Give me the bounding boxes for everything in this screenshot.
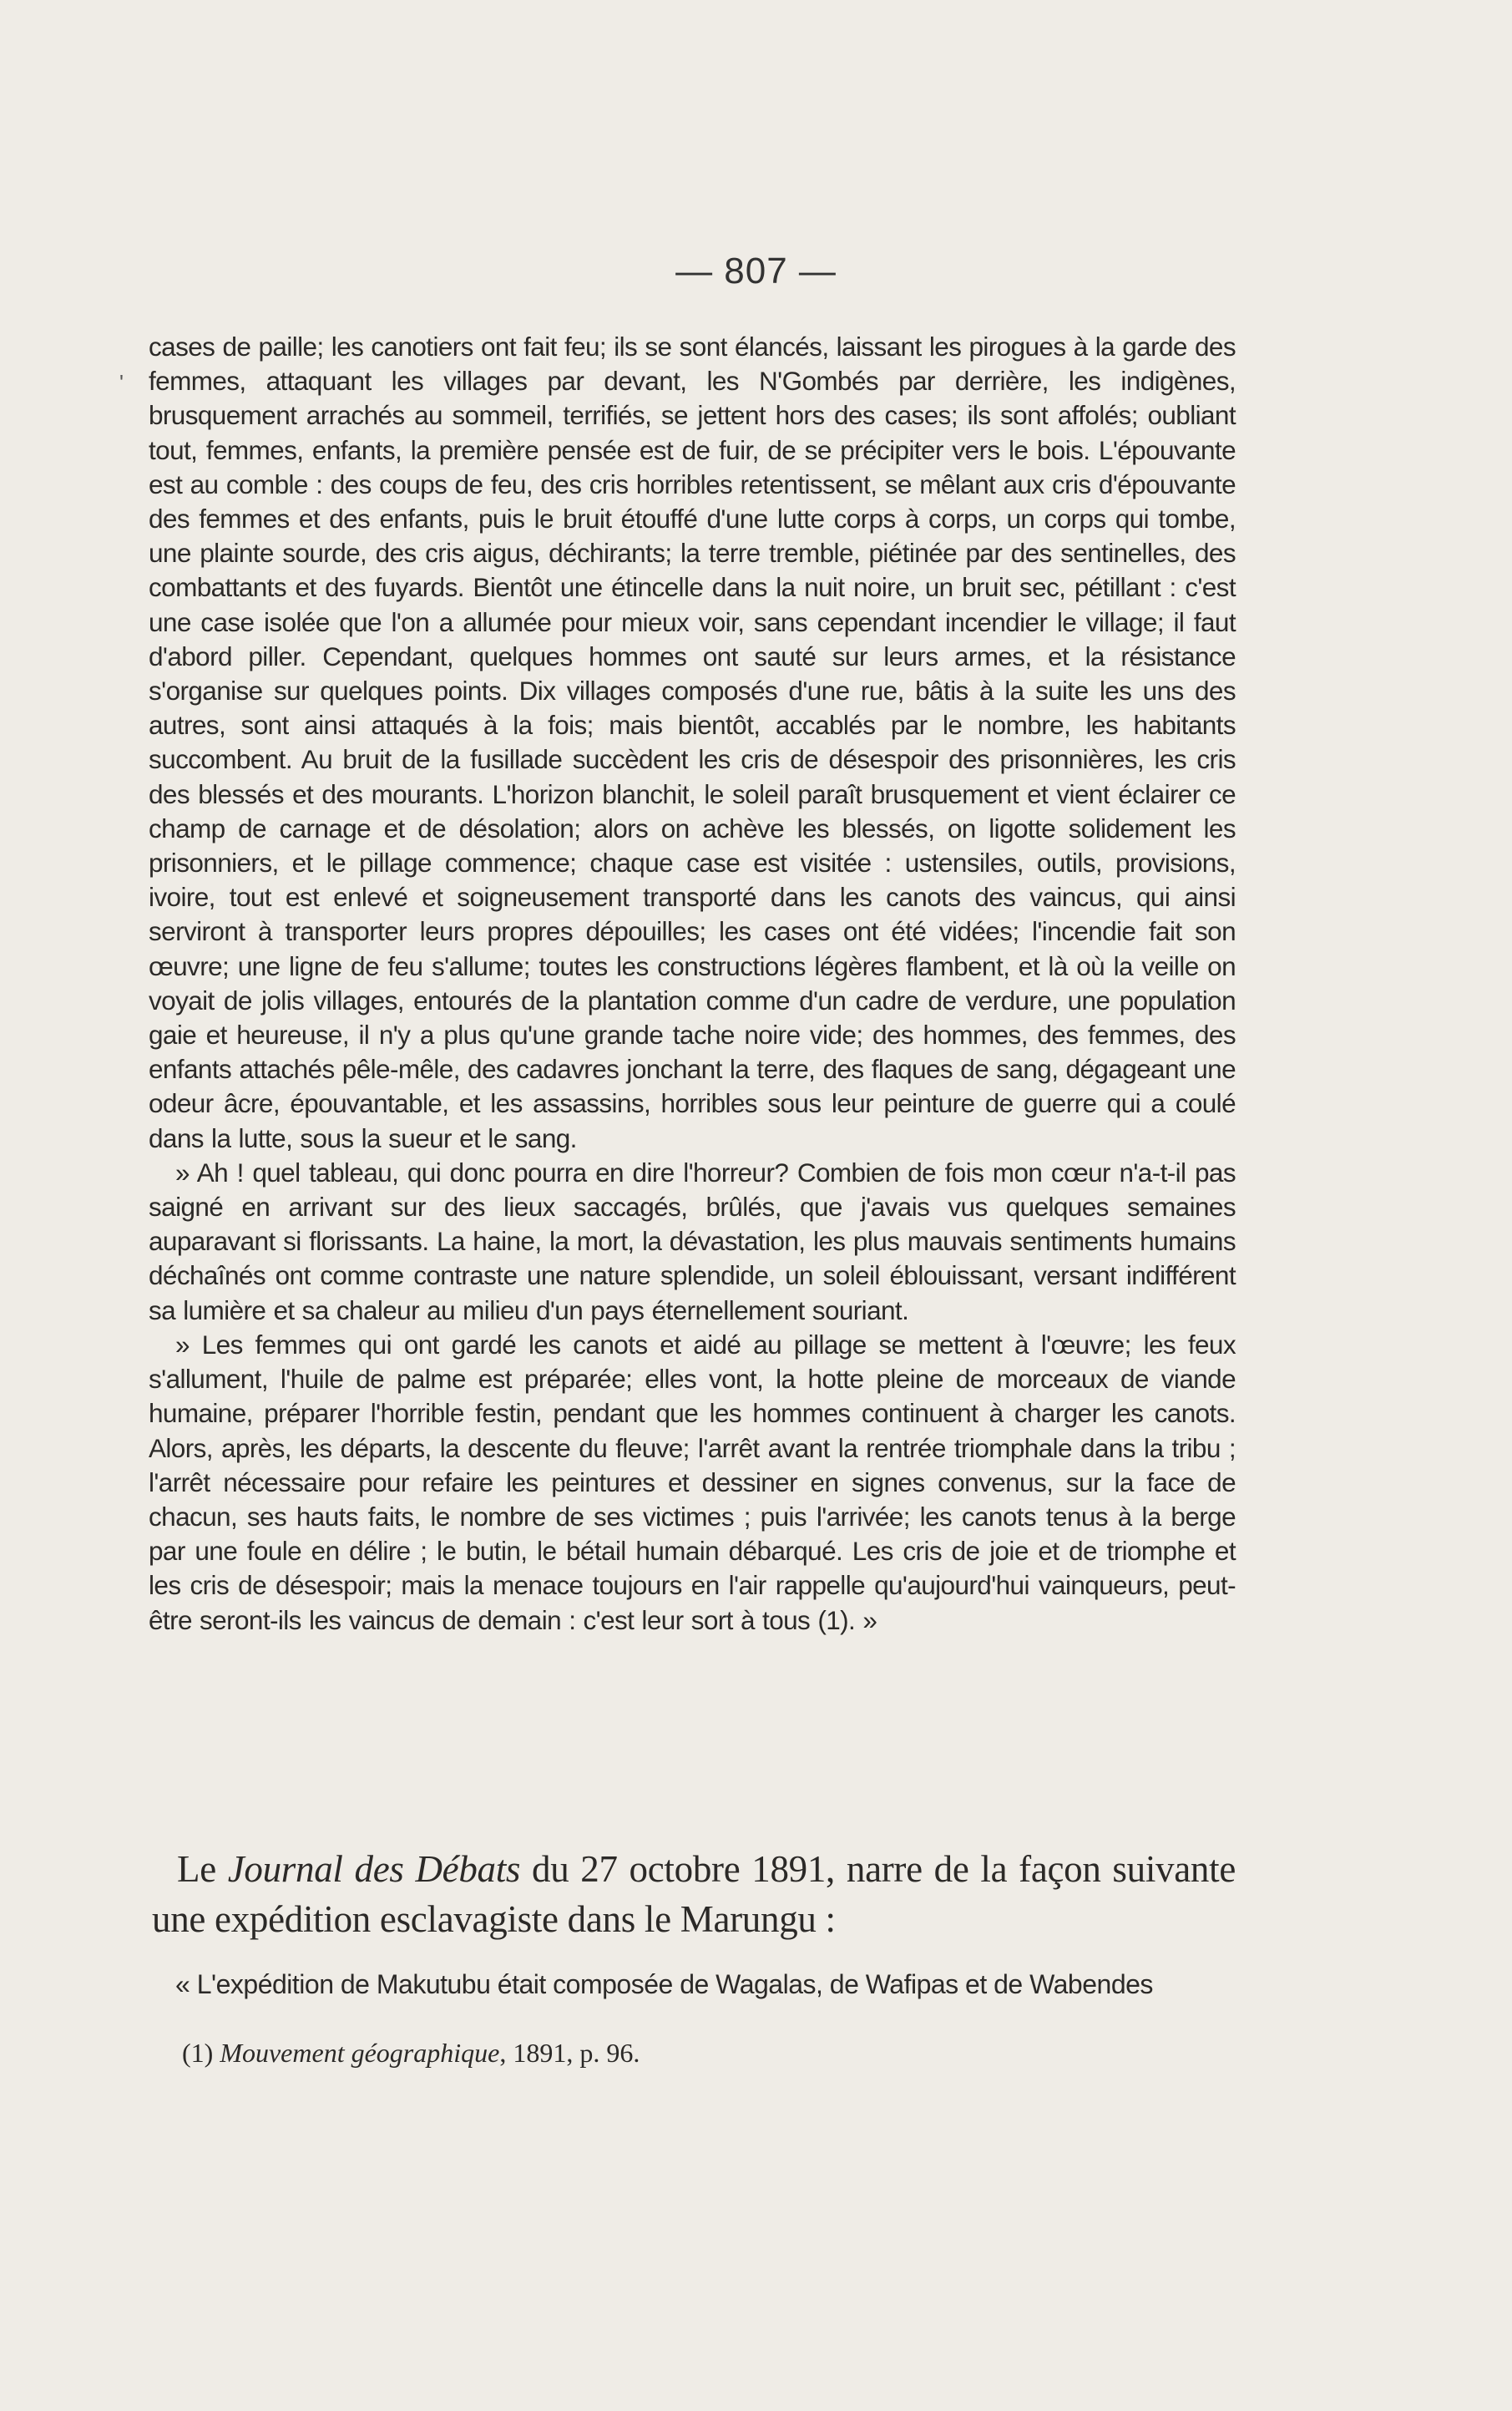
section-intro-prefix: Le — [177, 1848, 228, 1890]
footnote-number: (1) — [182, 2038, 220, 2068]
paragraph-1: cases de paille; les canotiers ont fait feu; ils se sont élancés, laissant les pirogues à la garde des femmes, attaquant les villages par devant, les N'Gombés par derrière, les indigènes, brusquement arrachés au sommeil, terrifiés, se jettent hors des cases; ils sont affolés; oubliant tout, femmes, enfants, la première pensée est de fuir, de se précipiter vers le bois. L'épouvante est au comble : des coups de feu, des cris horribles retentissent, se mêlant aux cris d'épouvante des femmes et des enfants, puis le bruit étouffé d'une lutte corps à corps, un corps qui tombe, une plainte sourde, des cris aigus, déchirants; la terre tremble, piétinée par des sentinelles, des combattants et des fuyards. Bientôt une étincelle dans la nuit noire, un bruit sec, pétillant : c'est une case isolée que l'on a allumée pour mieux voir, sans cependant incendier le village; il faut d'abord piller. Cependant, quelques hommes ont sauté sur leurs armes, et la résistance s'organise sur quelques points. Dix villages composés d'une rue, bâtis à la suite les uns des autres, sont ainsi attaqués à la fois; mais bientôt, accablés par le nombre, les habitants succombent. Au bruit de la fusillade succèdent les cris de désespoir des prisonnières, les cris des blessés et des mourants. L'horizon blanchit, le soleil paraît brusquement et vient éclairer ce champ de carnage et de désolation; alors on achève les blessés, on ligotte solidement les prisonniers, et le pillage commence; chaque case est visitée : ustensiles, outils, provisions, ivoire, tout est enlevé et soigneusement transporté dans les canots des vaincus, qui ainsi serviront à transporter leurs propres dépouilles; les cases ont été vidées; l'incendie fait son œuvre; une ligne de feu s'allume; toutes les constructions légères flambent, et là où la veille on voyait de jolis villages, entourés de la plantation comme d'un cadre de verdure, une population gaie et heureuse, il n'y a plus qu'une grande tache noire vide; des hommes, des femmes, des enfants attachés pêle-mêle, des cadavres jonchant la terre, des flaques de sang, dégageant une odeur âcre, épouvantable, et les assassins, horribles sous leur peinture de guerre qui a coulé dans la lutte, sous la sueur et le sang. — [149, 332, 1236, 1153]
paragraph-3: » Les femmes qui ont gardé les canots et aidé au pillage se mettent à l'œuvre; les feux s'allument, l'huile de palme est préparée; elles vont, la hotte pleine de morceaux de viande humaine, préparer l'horrible festin, pendant que les hommes continuent à charger les canots. Alors, après, les départs, la descente du fleuve; l'arrêt avant la rentrée triomphale dans la tribu ; l'arrêt nécessaire pour refaire les peintures et dessiner en signes convenus, sur la face de chacun, ses hauts faits, le nombre de ses victimes ; puis l'arrivée; les canots tenus à la berge par une foule en délire ; le butin, le bétail humain débarqué. Les cris de joie et de triomphe et les cris de désespoir; mais la menace toujours en l'air rappelle qu'aujourd'hui vainqueurs, peut-être seront-ils les vaincus de demain : c'est leur sort à tous (1). » — [149, 1329, 1236, 1635]
page-number: — 807 — — [675, 251, 837, 291]
footnote-source-title: Mouvement géographique — [220, 2038, 500, 2068]
journal-title: Journal des Débats — [227, 1848, 521, 1890]
body-text — [149, 330, 1236, 1638]
quote-start: « L'expédition de Makutubu était composée de Wagalas, de Wafipas et de Wabendes — [175, 1969, 1153, 1999]
footnote-rest: , 1891, p. 96. — [499, 2038, 640, 2068]
section-intro-suffix: du 27 octobre 1891, narre de la façon suivante une expédition esclavagiste dans le Marungu : — [152, 1848, 1236, 1940]
paragraph-2: » Ah ! quel tableau, qui donc pourra en dire l'horreur? Combien de fois mon cœur n'a-t-il pas saigné en arrivant sur des lieux saccagés, brûlés, que j'avais vus quelques semaines auparavant si florissants. La haine, la mort, la dévastation, les plus mauvais sentiments humains déchaînés ont comme contraste une nature splendide, un soleil éblouissant, versant indifférent sa lumière et sa chaleur au milieu d'un pays éternellement souriant. — [149, 1157, 1236, 1325]
section-intro — [152, 1844, 1236, 1944]
footnote — [182, 2035, 1234, 2070]
margin-mark: ' — [119, 370, 124, 395]
